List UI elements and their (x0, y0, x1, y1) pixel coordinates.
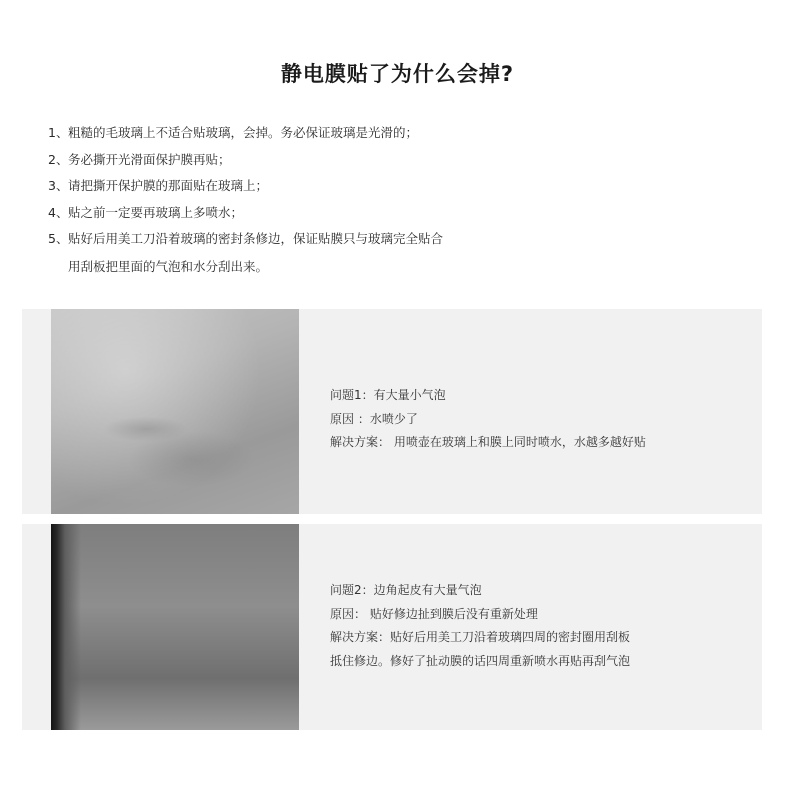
item-text: 务必撕开光滑面保护膜再贴； (68, 151, 231, 167)
problem-description (330, 581, 630, 675)
peeling-edge-photo (51, 524, 299, 730)
problem-panel (22, 524, 762, 730)
problem-solution-continued: 抵住修边。修好了扯动膜的话四周重新喷水再贴再刮气泡 (330, 653, 631, 668)
item-number: 3、 (48, 178, 69, 193)
instruction-item (48, 124, 768, 151)
item-text: 粗糙的毛玻璃上不适合贴玻璃，会掉。务必保证玻璃是光滑的； (68, 125, 419, 140)
problem-panel (22, 309, 762, 514)
problem-cause: 原因： 贴好修边扯到膜后没有重新处理 (330, 606, 538, 621)
problem-title: 问题1：有大量小气泡 (330, 388, 446, 402)
problem-description (330, 386, 646, 457)
item-text: 请把撕开保护膜的那面贴在玻璃上； (68, 178, 269, 193)
item-number: 2、 (48, 151, 69, 167)
page-title: 静电膜贴了为什么会掉? (280, 62, 515, 86)
item-number: 1、 (48, 125, 69, 140)
instruction-item (48, 204, 768, 231)
item-continuation: 用刮板把里面的气泡和水分刮出来。 (68, 259, 269, 274)
instruction-list (48, 124, 768, 274)
problem-cause: 原因 ：水喷少了 (330, 411, 418, 426)
item-text: 贴之前一定要再玻璃上多喷水； (68, 204, 244, 220)
instruction-item (48, 151, 768, 178)
problem-title: 问题2：边角起皮有大量气泡 (330, 583, 482, 597)
instruction-item (48, 177, 768, 204)
instruction-item (48, 230, 768, 274)
problem-solution: 解决方案： 用喷壶在玻璃上和膜上同时喷水，水越多越好贴 (330, 435, 646, 449)
problem-solution: 解决方案：贴好后用美工刀沿着玻璃四周的密封圈用刮板 (330, 630, 631, 644)
item-text: 贴好后用美工刀沿着玻璃的密封条修边，保证贴膜只与玻璃完全贴合 (68, 231, 444, 246)
bubble-film-photo (51, 309, 299, 514)
item-number: 4、 (48, 204, 69, 220)
item-number: 5、 (48, 231, 69, 246)
